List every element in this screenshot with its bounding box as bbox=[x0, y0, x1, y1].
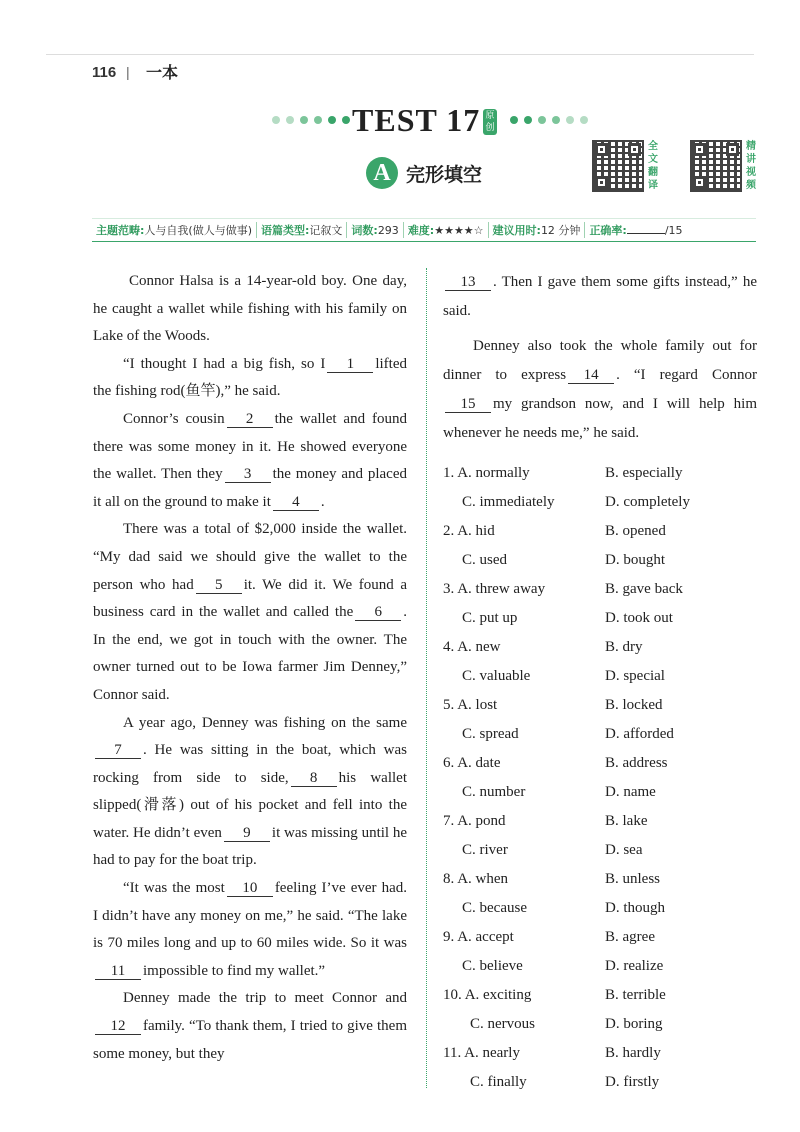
option-10-d[interactable]: D. boring bbox=[605, 1016, 663, 1032]
option-4-d[interactable]: D. special bbox=[605, 668, 665, 684]
blank-1[interactable]: 1 bbox=[327, 357, 373, 373]
option-1-c[interactable]: C. immediately bbox=[462, 494, 555, 510]
info-theme: 主题范畴:人与自我(做人与做事) bbox=[92, 222, 257, 238]
info-word-count: 词数:293 bbox=[347, 222, 403, 238]
option-1-b[interactable]: B. especially bbox=[605, 465, 683, 481]
option-3-d[interactable]: D. took out bbox=[605, 610, 673, 626]
option-9-a[interactable]: 9. A. accept bbox=[443, 929, 514, 945]
left-dots-decoration bbox=[272, 116, 350, 124]
option-5-d[interactable]: D. afforded bbox=[605, 726, 674, 742]
option-11-d[interactable]: D. firstly bbox=[605, 1074, 660, 1090]
question-2 bbox=[443, 517, 763, 575]
blank-9[interactable]: 9 bbox=[224, 826, 270, 842]
option-5-a[interactable]: 5. A. lost bbox=[443, 697, 498, 713]
section-a-icon: A bbox=[366, 157, 398, 189]
option-2-a[interactable]: 2. A. hid bbox=[443, 523, 495, 539]
option-7-b[interactable]: B. lake bbox=[605, 813, 648, 829]
original-badge: 原创 bbox=[483, 109, 497, 135]
question-11 bbox=[443, 1039, 763, 1097]
right-dots-decoration bbox=[510, 116, 588, 124]
answer-options bbox=[443, 459, 763, 1097]
passage-right-column bbox=[443, 268, 757, 448]
blank-15[interactable]: 15 bbox=[445, 397, 491, 413]
question-1 bbox=[443, 459, 763, 517]
option-4-a[interactable]: 4. A. new bbox=[443, 639, 501, 655]
page-separator: | bbox=[126, 64, 130, 80]
option-1-a[interactable]: 1. A. normally bbox=[443, 465, 530, 481]
option-10-a[interactable]: 10. A. exciting bbox=[443, 987, 532, 1003]
paragraph-7-continued: 13 . Then I gave them some gifts instead,” he said. bbox=[443, 274, 757, 319]
option-9-b[interactable]: B. agree bbox=[605, 929, 655, 945]
option-2-c[interactable]: C. used bbox=[462, 552, 507, 568]
option-6-d[interactable]: D. name bbox=[605, 784, 656, 800]
page-number: 116 bbox=[92, 64, 117, 81]
paragraph-6: “It was the most 10 feeling I’ve ever had. I didn’t have any money on me,” he said. “The lake is 70 miles long and up to 60 miles wide. So it was11 impossible to find my wallet.” bbox=[93, 880, 407, 979]
paragraph-5: A year ago, Denney was fishing on the same7 . He was sitting in the boat, which was rocking from side to side, 8 his wallet slipped(滑落) out of his pocket and fell into the water. He didn’t even 9 it was missing until he had to pay for the boat trip. bbox=[93, 714, 408, 869]
paragraph-1: Connor Halsa is a 14-year-old boy. One day, he caught a wallet while fishing with his family on Lake of the Woods. bbox=[93, 273, 407, 345]
paragraph-7: Denney made the trip to meet Connor and 12 family. “To thank them, I tried to give them some money, but they bbox=[93, 990, 407, 1062]
option-8-b[interactable]: B. unless bbox=[605, 871, 661, 887]
option-5-b[interactable]: B. locked bbox=[605, 697, 663, 713]
info-accuracy: 正确率: /15 bbox=[589, 224, 683, 237]
option-3-c[interactable]: C. put up bbox=[462, 610, 518, 626]
info-difficulty: 难度:★★★★☆ bbox=[404, 222, 489, 238]
option-10-c[interactable]: C. nervous bbox=[470, 1016, 535, 1032]
option-7-c[interactable]: C. river bbox=[462, 842, 508, 858]
qr-code-translation-icon[interactable] bbox=[592, 140, 644, 192]
question-3 bbox=[443, 575, 763, 633]
blank-13[interactable]: 13 bbox=[445, 275, 491, 291]
question-10 bbox=[443, 981, 763, 1039]
blank-3[interactable]: 3 bbox=[225, 467, 271, 483]
question-7 bbox=[443, 807, 763, 865]
option-4-b[interactable]: B. dry bbox=[605, 639, 643, 655]
option-11-c[interactable]: C. finally bbox=[470, 1074, 527, 1090]
option-3-a[interactable]: 3. A. threw away bbox=[443, 581, 546, 597]
blank-5[interactable]: 5 bbox=[196, 578, 242, 594]
option-2-b[interactable]: B. opened bbox=[605, 523, 666, 539]
blank-7[interactable]: 7 bbox=[95, 743, 141, 759]
paragraph-2: “I thought I had a big fish, so I 1 lifted the fishing rod(鱼竿),” he said. bbox=[93, 355, 407, 400]
option-7-d[interactable]: D. sea bbox=[605, 842, 643, 858]
option-6-a[interactable]: 6. A. date bbox=[443, 755, 501, 771]
question-9 bbox=[443, 923, 763, 981]
blank-11[interactable]: 11 bbox=[95, 964, 141, 980]
option-6-b[interactable]: B. address bbox=[605, 755, 668, 771]
option-4-c[interactable]: C. valuable bbox=[462, 668, 531, 684]
option-11-b[interactable]: B. hardly bbox=[605, 1045, 661, 1061]
info-genre: 语篇类型:记叙文 bbox=[257, 222, 347, 238]
option-8-a[interactable]: 8. A. when bbox=[443, 871, 509, 887]
paragraph-8: Denney also took the whole family out for dinner to express 14 . “I regard Connor 15 my grandson now, and I will help him whenever he needs me,” he said. bbox=[443, 338, 757, 441]
option-8-c[interactable]: C. because bbox=[462, 900, 527, 916]
option-9-d[interactable]: D. realize bbox=[605, 958, 664, 974]
blank-8[interactable]: 8 bbox=[291, 771, 337, 787]
option-1-d[interactable]: D. completely bbox=[605, 494, 690, 510]
blank-4[interactable]: 4 bbox=[273, 495, 319, 511]
option-10-b[interactable]: B. terrible bbox=[605, 987, 666, 1003]
qr-translation-label: 全文翻译 bbox=[648, 141, 658, 191]
header-rule bbox=[46, 54, 754, 55]
question-6 bbox=[443, 749, 763, 807]
option-8-d[interactable]: D. though bbox=[605, 900, 665, 916]
paragraph-4: There was a total of $2,000 inside the wallet. “My dad said we should give the wallet to the person who had 5 it. We did it. We found a business card in the wallet and called the 6 . In the end, we got in touch with the owner. The owner turned out to be Iowa farmer Jim Denney,” Connor said. bbox=[93, 521, 407, 703]
qr-video-label: 精讲视频 bbox=[746, 141, 756, 191]
paragraph-3: Connor’s cousin 2 the wallet and found there was some money in it. He showed everyone the wallet. Then they 3 the money and placed it all on the ground to make it 4 . bbox=[93, 410, 407, 510]
question-4 bbox=[443, 633, 763, 691]
option-6-c[interactable]: C. number bbox=[462, 784, 526, 800]
option-11-a[interactable]: 11. A. nearly bbox=[443, 1045, 520, 1061]
info-time: 建议用时:12 分钟 bbox=[489, 222, 586, 238]
test-title-bar bbox=[0, 102, 800, 138]
question-8 bbox=[443, 865, 763, 923]
test-title: TEST 17 bbox=[352, 102, 481, 138]
option-7-a[interactable]: 7. A. pond bbox=[443, 813, 506, 829]
column-divider bbox=[426, 268, 427, 1088]
accuracy-blank[interactable] bbox=[627, 223, 665, 234]
option-5-c[interactable]: C. spread bbox=[462, 726, 519, 742]
passage-left-column bbox=[93, 268, 407, 1068]
option-3-b[interactable]: B. gave back bbox=[605, 581, 683, 597]
qr-code-video-icon[interactable] bbox=[690, 140, 742, 192]
blank-10[interactable]: 10 bbox=[227, 881, 273, 897]
info-bar bbox=[92, 218, 756, 242]
blank-12[interactable]: 12 bbox=[95, 1019, 141, 1035]
blank-2[interactable]: 2 bbox=[227, 412, 273, 428]
question-5 bbox=[443, 691, 763, 749]
blank-6[interactable]: 6 bbox=[355, 605, 401, 621]
blank-14[interactable]: 14 bbox=[568, 368, 614, 384]
section-title: 完形填空 bbox=[406, 164, 483, 186]
option-9-c[interactable]: C. believe bbox=[462, 958, 523, 974]
brand-logo: 一本 bbox=[146, 63, 179, 82]
option-2-d[interactable]: D. bought bbox=[605, 552, 665, 568]
